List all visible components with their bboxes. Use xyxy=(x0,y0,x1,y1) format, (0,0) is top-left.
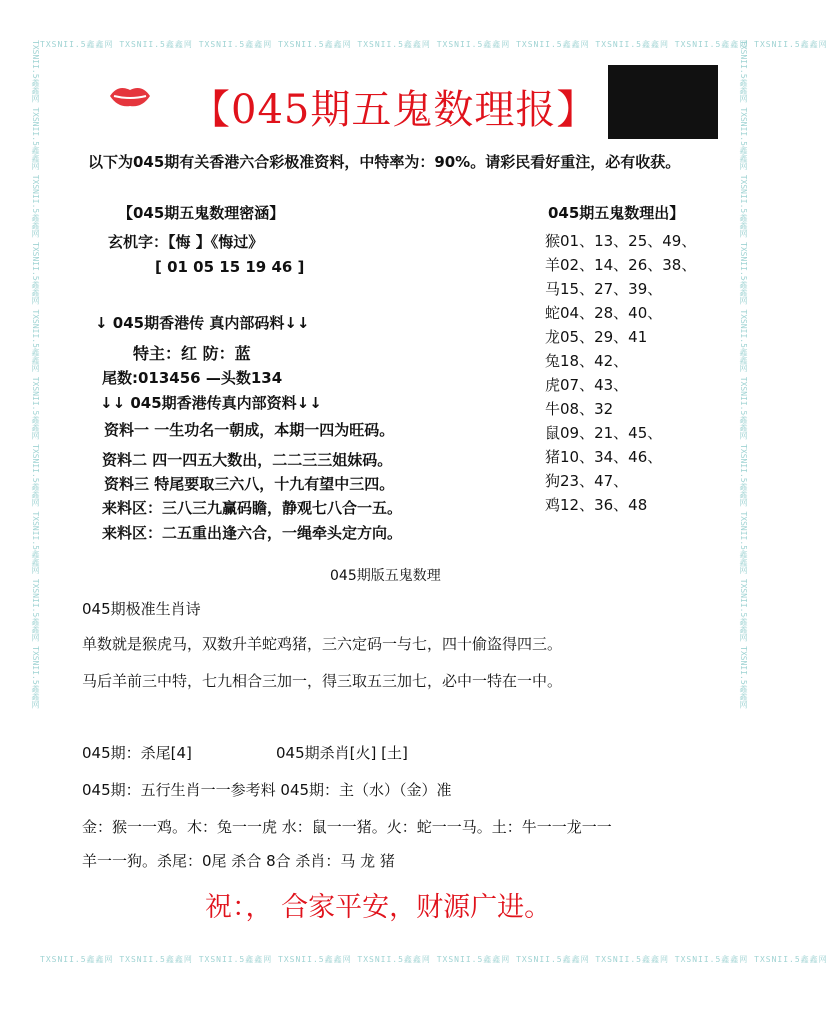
list-item: 羊02、14、26、38、 xyxy=(545,256,697,274)
ziliao-1: 资料一 一生功名一朝成，本期一四为旺码。 xyxy=(104,421,395,439)
footer-greeting: 祝：， 合家平安，财源广进。 xyxy=(205,892,552,923)
laoliao-2: 来料区：二五重出逢六合，一绳牵头定方向。 xyxy=(102,524,403,542)
shawei-text: 045期：杀尾[4] xyxy=(82,744,192,762)
list-item: 龙05、29、41 xyxy=(545,328,648,346)
list-item: 鼠09、21、45、 xyxy=(545,424,663,442)
poem-line-1: 单数就是猴虎马，双数升羊蛇鸡猪，三六定码一与七，四十偷盗得四三。 xyxy=(82,635,563,653)
ziliao-2: 资料二 四一四五大数出，二二三三姐妹码。 xyxy=(102,451,393,469)
poem-heading: 045期极准生肖诗 xyxy=(82,600,201,618)
watermark-bottom: TXSNII.5鑫鑫网 TXSNII.5鑫鑫网 TXSNII.5鑫鑫网 TXSNII.5鑫鑫网 TXSNII.5鑫鑫网 TXSNII.5鑫鑫网 TXSNII.5鑫鑫网 TXSNII.5鑫鑫网 TXSNII.5鑫鑫网 TXSNII.5鑫鑫网 xyxy=(40,955,828,964)
list-item: 猪10、34、46、 xyxy=(545,448,663,466)
laoliao-1: 来料区：三八三九赢码瞻，静观七八合一五。 xyxy=(102,499,403,517)
list-item: 蛇04、28、40、 xyxy=(545,304,663,322)
page-title: 【045期五鬼数理报】 xyxy=(190,87,598,133)
qr-code-icon xyxy=(608,65,718,139)
watermark-right: TXSNII.5鑫鑫网 TXSNII.5鑫鑫网 TXSNII.5鑫鑫网 TXSNII.5鑫鑫网 TXSNII.5鑫鑫网 TXSNII.5鑫鑫网 TXSNII.5鑫鑫网 TXSNII.5鑫鑫网 TXSNII.5鑫鑫网 TXSNII.5鑫鑫网 xyxy=(739,40,748,709)
watermark-top: TXSNII.5鑫鑫网 TXSNII.5鑫鑫网 TXSNII.5鑫鑫网 TXSNII.5鑫鑫网 TXSNII.5鑫鑫网 TXSNII.5鑫鑫网 TXSNII.5鑫鑫网 TXSNII.5鑫鑫网 TXSNII.5鑫鑫网 TXSNII.5鑫鑫网 xyxy=(40,40,828,49)
list-item: 马15、27、39、 xyxy=(545,280,663,298)
inside-heading-2: ↓↓ 045期香港传真内部资料↓↓ xyxy=(100,394,322,412)
list-item: 牛08、32 xyxy=(545,400,614,418)
xuanji-text: 玄机字：【悔 】《悔过》 xyxy=(108,233,264,251)
watermark-left: TXSNII.5鑫鑫网 TXSNII.5鑫鑫网 TXSNII.5鑫鑫网 TXSNII.5鑫鑫网 TXSNII.5鑫鑫网 TXSNII.5鑫鑫网 TXSNII.5鑫鑫网 TXSNII.5鑫鑫网 TXSNII.5鑫鑫网 TXSNII.5鑫鑫网 xyxy=(31,40,40,709)
right-heading: 045期五鬼数理出】 xyxy=(548,204,685,222)
left-heading: 【045期五鬼数理密涵】 xyxy=(118,204,285,222)
list-item: 兔18、42、 xyxy=(545,352,629,370)
wuxing-line-4: 羊一一狗。杀尾：0尾 杀合 8合 杀肖：马 龙 猪 xyxy=(82,852,395,870)
zodiac-list xyxy=(545,229,696,517)
section-subtitle: 045期版五鬼数理 xyxy=(330,568,441,584)
tezhu-text: 特主：红 防：蓝 xyxy=(133,344,251,363)
shaxiao-text: 045期杀肖[火] [土] xyxy=(276,744,408,762)
inside-heading: ↓ 045期香港传 真内部码料↓↓ xyxy=(95,314,310,332)
ziliao-3: 资料三 特尾要取三六八，十九有望中三四。 xyxy=(104,475,395,493)
list-item: 狗23、47、 xyxy=(545,472,629,490)
weishu-text: 尾数:013456 —头数134 xyxy=(102,369,283,387)
wuxing-line-3: 金：猴一一鸡。木：兔一一虎 水：鼠一一猪。火：蛇一一马。土：牛一一龙一一 xyxy=(82,818,612,836)
numbers-text: [ 01 05 15 19 46 ] xyxy=(155,258,305,276)
list-item: 猴01、13、25、49、 xyxy=(545,232,697,250)
poem-line-2: 马后羊前三中特，七九相合三加一，得三取五三加七，必中一特在一中。 xyxy=(82,672,563,690)
wuxing-text: 045期：五行生肖一一参考料 045期：主（水）（金）准 xyxy=(82,781,452,799)
list-item: 虎07、43、 xyxy=(545,376,629,394)
lips-logo-icon xyxy=(108,82,152,110)
list-item: 鸡12、36、48 xyxy=(545,496,648,514)
intro-text: 以下为045期有关香港六合彩极准资料，中特率为：90%。请彩民看好重注，必有收获。 xyxy=(88,153,681,171)
